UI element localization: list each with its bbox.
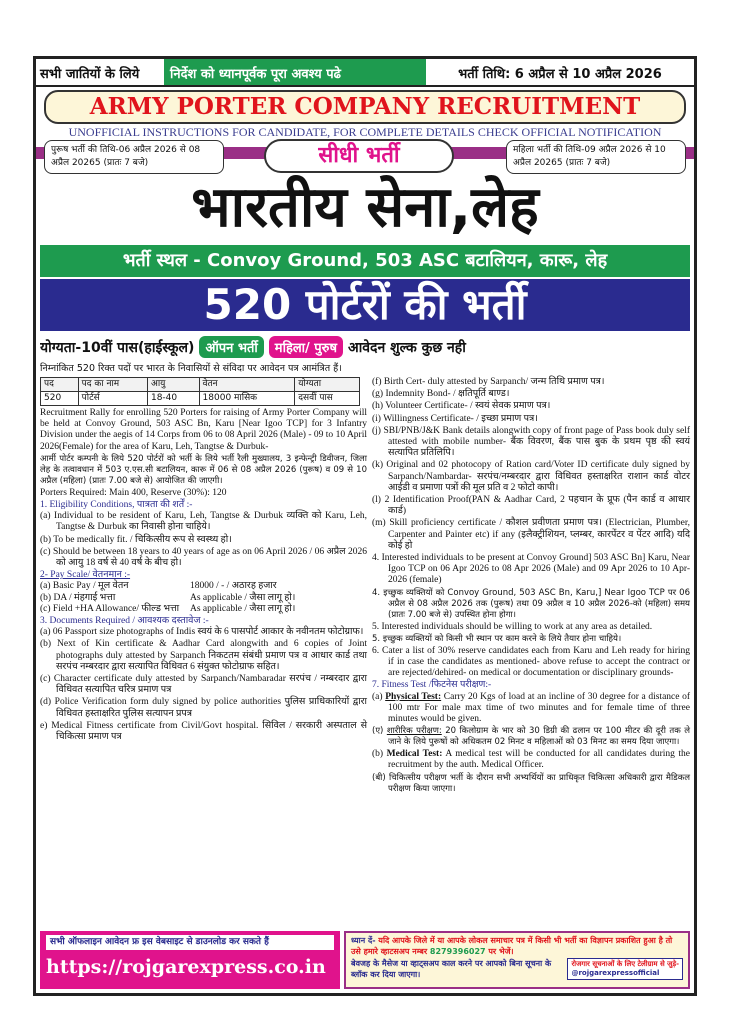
table-header: पद का नाम [78, 378, 147, 392]
item-text: Interested individuals should be willing to work at any area as detailed. [381, 621, 653, 632]
intro-english: Recruitment Rally for enrolling 520 Porters for raising of Army Porter Company will be held at Convoy Ground, 503 ASC Bn, Karu [Near Igoo TCP] for 3 Infantry Division under the aegis of 14 Corps from 06 to 08 April 2026 (Male) - 09 to 10 April 2026(Female) for the area of Karu, Leh, Tangtse & Durbuk- [40, 408, 367, 452]
left-column [40, 377, 367, 744]
table-cell: 18-40 [147, 392, 199, 406]
pay-item [40, 593, 367, 604]
point-item [372, 553, 690, 587]
website-box [40, 931, 340, 989]
pay-label: Basic Pay / मूल वेतन [52, 581, 129, 592]
read-instructions-label: निर्देश को ध्यानपूर्वक पूरा अवश्य पढे [164, 59, 426, 85]
document-item [372, 414, 690, 425]
item-mark: 4. [372, 553, 380, 564]
direct-recruitment-badge: सीधी भर्ती [264, 139, 454, 173]
item-text: Original and 02 photocopy of Ration card/Voter ID certificate duly signed by Sarpanch/Nambardar- सरपंच/नम्बरदार द्वारा विधिवत हस्ताक्षरित राशान कार्ड वोटर आईडी व प्रमाणा पत्रों की मूल प्रति व 2 फोटो कापी। [386, 460, 690, 493]
footer [40, 931, 690, 989]
fitness-label: Physical Test: [385, 691, 442, 702]
attention-text: यदि आपके जिले में या आपके लोकल समाचार पत्र में किसी भी भर्ती का विज्ञापन प्रकाशित हुआ है तो उसे हमारे व्हाटसअप नम्बर [351, 936, 673, 956]
title-banner [44, 90, 686, 124]
pay-heading-text: 2- Pay Scale/ वेतनमान :- [40, 570, 131, 581]
item-text: Skill proficiency certificate / कौशल प्रवीणता प्रमाण पत्र। (Electrician, Plumber, Carpenter and Painter etc) if any (इलैक्ट्रीशियन, प्लम्बर, कारपेंटर व पेंटर आदि) यदि कोई हो [388, 518, 690, 551]
item-mark: (k) [372, 460, 384, 471]
open-recruitment-badge: ऑपन भर्ती [199, 336, 263, 358]
attention-end: पर भेजें। [485, 947, 514, 956]
table-header: योग्यता [295, 378, 360, 392]
eligibility-item [40, 535, 367, 546]
download-note: सभी ऑफलाइन आवेदन फ्र इस वेबसाइट से डाउनलोड कर सकते हैं [46, 935, 334, 950]
document-item [372, 518, 690, 552]
item-mark: e) [40, 720, 48, 731]
pay-value: 18000 / - / अठारह हजार [190, 581, 277, 592]
document-item [372, 377, 690, 388]
table-cell: 18000 मासिक [199, 392, 295, 406]
item-mark: (a) [40, 511, 51, 522]
item-text: इच्छुक व्यक्तियों को Convoy Ground, 503 ASC Bn, Karu,] Near Igoo TCP पर 06 अप्रैल से 08 अप्रैल 2026 तक (पुरूष) तथा 09 अप्रैल व 10 अप्रैल 2026-को (महिला) समय (प्रातः 7.00 बजे से) उपस्थित होना होगा। [383, 587, 691, 620]
fitness-label: शारीरिक परीक्षण: [386, 726, 442, 737]
attention-box [344, 931, 690, 989]
item-mark: (d) [40, 697, 52, 708]
item-mark: (b) [372, 749, 384, 760]
fee-label: आवेदन शुल्क कुछ नही [347, 339, 466, 356]
poster-frame [33, 56, 697, 996]
item-mark: (h) [372, 401, 384, 412]
item-mark: (c) [40, 603, 51, 614]
top-strip [36, 59, 694, 87]
eligibility-heading: 1. Eligibility Conditions, पात्रता की शर्तें :- [40, 500, 193, 511]
fitness-item [372, 692, 690, 726]
table-cell: पोर्टर्स [78, 392, 147, 406]
item-text: To be medically fit. / चिकित्सीय रूप से स्वस्थ्य हो। [53, 534, 232, 545]
point-item [372, 634, 690, 645]
block-warning: बेवजह के मैसेज या व्हाट्सअप काल करने पर आपको बिना सूचना के ब्लॉक कर दिया जाएगा। [351, 959, 552, 979]
posts-table [40, 377, 360, 406]
pay-value: As applicable / जैसा लागू हो। [190, 603, 296, 614]
item-mark: (b) [40, 534, 52, 545]
item-mark: (f) [372, 377, 382, 387]
document-item [40, 627, 367, 638]
posts-banner: 520 पोर्टरों की भर्ती [40, 279, 690, 331]
item-text: Volunteer Certificate- / स्वयं सेवक प्रमाण पत्र। [385, 401, 551, 412]
point-item [372, 588, 690, 621]
item-mark: (l) [372, 495, 381, 506]
pay-item [40, 581, 367, 592]
document-item [40, 674, 367, 696]
fitness-heading: 7. Fitness Test /फिटनेस परीक्षण:- [372, 680, 492, 691]
fitness-item [372, 773, 690, 795]
item-text: इच्छुक व्यक्तियों को किसी भी स्थान पर काम करने के लिये तैयार होना चाहिये। [382, 633, 622, 644]
item-text: A medical test will be conducted for all candidates during the recruitment by the auth. Medical Officer. [388, 749, 691, 771]
item-text: Next of Kin certificate & Aadhar Card alongwith and 6 copies of Joint photographs duly attested by Sarpanch निकटतम संबंधी प्रमाण पत्र व आधार कार्ड तथा सरपंच नम्बरदार द्वारा सत्यापित विधिवत 6 संयुक्त फोटोग्राफ सहित। [56, 639, 367, 672]
rally-dates-label: भर्ती तिथि: 6 अप्रैल से 10 अप्रैल 2026 [458, 67, 662, 82]
item-mark: (c) [40, 674, 51, 685]
eligibility-item [40, 547, 367, 569]
item-text: Individual to be resident of Karu, Leh, Tangtse & Durbuk व्यक्ति को Karu, Leh, Tangtse & Durbuk का निवासी होना चाहिये। [54, 511, 368, 533]
item-text: Interested individuals to be present at Convoy Ground] 503 ASC Bn] Karu, Near Igoo TCP on 06 Apr 2026 to 08 Apr 2026 (Male) and 09 Apr 2026 to 10 Apr- 2026 (female) [381, 553, 691, 586]
fitness-label: Medical Test: [386, 749, 443, 760]
attention-bottom [351, 958, 683, 980]
table-header: पद [41, 378, 79, 392]
item-mark: 5. [372, 633, 381, 644]
fitness-item [372, 726, 690, 748]
item-mark: (m) [372, 518, 386, 529]
item-mark: (j) [372, 425, 381, 436]
unofficial-note: UNOFFICIAL INSTRUCTIONS FOR CANDIDATE, FOR COMPLETE DETAILS CHECK OFFICIAL NOTIFICATION [68, 125, 662, 139]
intro-hindi: आर्मी पोर्टर कम्पनी के लिये 520 पोर्टरों को भर्ती के लिये भर्ती रैली मुख्यालय, 3 इन्फेन्ट्री डिवीजन, जिला लेह के तत्वावधान में 503 ए.एस.सी बटालियन, कारू में 06 से 08 अप्रैल 2026 (पुरूष) व 09 से 10 अप्रैल (महिला) (प्रातः 7.00 बजे से) आयोजित की जाएगी। [40, 453, 367, 486]
venue-banner: भर्ती स्थल - Convoy Ground, 503 ASC बटालियन, कारू, लेह [40, 245, 690, 277]
item-mark: (a) [372, 691, 383, 702]
documents-heading: 3. Documents Required / आवश्यक दस्तावेज :- [40, 616, 209, 627]
item-text: Willingness Certificate- / इच्छा प्रमाण पत्र। [383, 413, 538, 424]
telegram-box [567, 958, 683, 980]
gender-badge: महिला/ पुरुष [269, 336, 343, 358]
website-link[interactable]: https://rojgarexpress.co.in [46, 956, 326, 978]
document-item [40, 697, 367, 719]
pay-value: As applicable / जैसा लागू हो। [190, 592, 296, 603]
item-text: Medical Fitness certificate from Civil/Govt hospital. सिविल / सरकारी अस्पताल से चिकित्सा प्रमाण पत्र [51, 720, 368, 743]
item-mark: (b) [40, 639, 52, 650]
right-column [372, 377, 690, 796]
fitness-item [372, 749, 690, 771]
table-cell: दसवीं पास [295, 392, 360, 406]
qualification-label: योग्यता-10वीं पास(हाईस्कूल) [40, 339, 195, 356]
pay-item [40, 604, 367, 615]
table-header: आयु [147, 378, 199, 392]
item-mark: (ए) [372, 726, 384, 737]
pay-label: DA / मंहगाई भत्ता [53, 592, 116, 603]
item-mark: 4. [372, 587, 381, 598]
document-item [372, 460, 690, 494]
item-mark: (बी) [372, 772, 386, 783]
document-item [372, 426, 690, 460]
item-text: चिकित्सीय परीक्षण भर्ती के दौरान सभी अभ्यर्थियों का प्राधिकृत चिकित्सा अधिकारी द्वारा मैडिकल परीक्षण किया जाएगा। [388, 772, 690, 794]
document-item [40, 639, 367, 673]
item-text: Cater a list of 30% reserve candidates each from Karu and Leh ready for hiring if in case the candidates as mentioned- above refuse to accept the contract or are rejected/dehired- on medical or documentation or disciplinary grounds- [382, 645, 691, 679]
attention-label: ध्यान दें- [351, 936, 376, 945]
female-dates-box: महिला भर्ती की तिथि-09 अप्रैल 2026 से 10 अप्रैल 20265 (प्रातः 7 बजे) [506, 140, 686, 174]
table-cell: 520 [41, 392, 79, 406]
eligibility-item [40, 511, 367, 533]
item-mark: (g) [372, 389, 384, 400]
item-text: SBI/PNB/J&K Bank details alongwith copy of front page of Pass book duly self attested with mobile number- बैंक विवरण, बैंक पास बुक के प्रथम पृष्ठ की स्वयं सत्यापित प्रतिलिपि। [383, 425, 690, 459]
big-title: भारतीय सेना,लेह [191, 175, 539, 240]
table-header: वेतन [199, 378, 295, 392]
item-text: Character certificate duly attested by Sarpanch/Nambaradar सरपंच / नम्बरदार द्वारा विधिवत सत्यापित चरित्र प्रमाण पत्र [53, 674, 367, 696]
item-text: Birth Cert- duly attested by Sarpanch/ जन्म तिथि प्रमाण पत्र। [383, 377, 605, 387]
item-text: 20 किलोग्राम के भार को 30 डिग्री की ढलान पर 100 मीटर की दूरी तक ले जाने के लिये पुरूषों को अधिकतम 02 मिनट व महिलाओं को 03 मिनट का समय दिया जाएगा। [388, 726, 690, 748]
document-item [372, 401, 690, 412]
item-text: Indemnity Bond- / क्षतिपूर्ति बाण्ड। [385, 389, 510, 400]
item-text: Should be between 18 years to 40 years of age as on 06 April 2026 / 06 अप्रैल 2026 को आयु 18 वर्ष से 40 वर्ष के बीच हो। [52, 546, 367, 569]
pay-heading [40, 570, 367, 581]
document-item [372, 389, 690, 400]
table-row [41, 392, 360, 406]
item-mark: 5. [372, 621, 380, 632]
item-text: 06 Passport size photographs of Indis स्वयं के 6 पासपोर्ट आकार के नवीनतम फोटोग्राफ। [52, 627, 364, 638]
item-mark: (b) [40, 592, 52, 603]
document-item [40, 721, 367, 743]
item-mark: (a) [40, 581, 51, 592]
item-mark: (a) [40, 627, 51, 638]
porters-required: Porters Required: Main 400, Reserve (30%): 120 [40, 487, 227, 498]
item-text: Police Verification form duly signed by police authorities पुलिस प्राधिकारियों द्वारा विधिवत हस्ताक्षरित पुलिस सत्यापन प्रपत्र [54, 697, 367, 719]
item-mark: (c) [40, 546, 51, 557]
item-mark: (i) [372, 413, 381, 424]
invitation-text: निम्नांकित 520 रिक्त पदों पर भारत के निवासियों से संविदा पर आवेदन पत्र आमंत्रित हैं। [40, 363, 342, 374]
document-item [372, 495, 690, 517]
pay-label: Field +HA Allowance/ फील्ड भत्ता [52, 603, 180, 614]
male-dates-box: पुरूष भर्ती की तिथि-06 अप्रैल 2026 से 08 अप्रैल 20265 (प्रातः 7 बजे) [44, 140, 224, 174]
item-mark: 6. [372, 645, 380, 656]
all-castes-label: सभी जातियों के लिये [40, 67, 140, 82]
whatsapp-number[interactable]: 8279396027 [429, 947, 486, 956]
telegram-handle[interactable]: @rojgarexpressofficial [571, 969, 660, 977]
poster-title: ARMY PORTER COMPANY RECRUITMENT [89, 93, 641, 120]
point-item [372, 646, 690, 680]
table-header-row [41, 378, 360, 392]
telegram-label: रोजगार सूचनाओं के लिए टेलीग्राम से जुड़े- [571, 960, 679, 968]
qualification-row [40, 334, 690, 360]
item-text: 2 Identification Proof(PAN & Aadhar Card, 2 पहचान के प्रूफ (पैन कार्ड व आधार कार्ड) [384, 495, 691, 517]
item-text: Carry 20 Kgs of load at an incline of 30 degree for a distance of 100 mtr For male max time of two minutes and for female time of three minutes would be given. [388, 691, 691, 725]
point-item [372, 622, 690, 633]
